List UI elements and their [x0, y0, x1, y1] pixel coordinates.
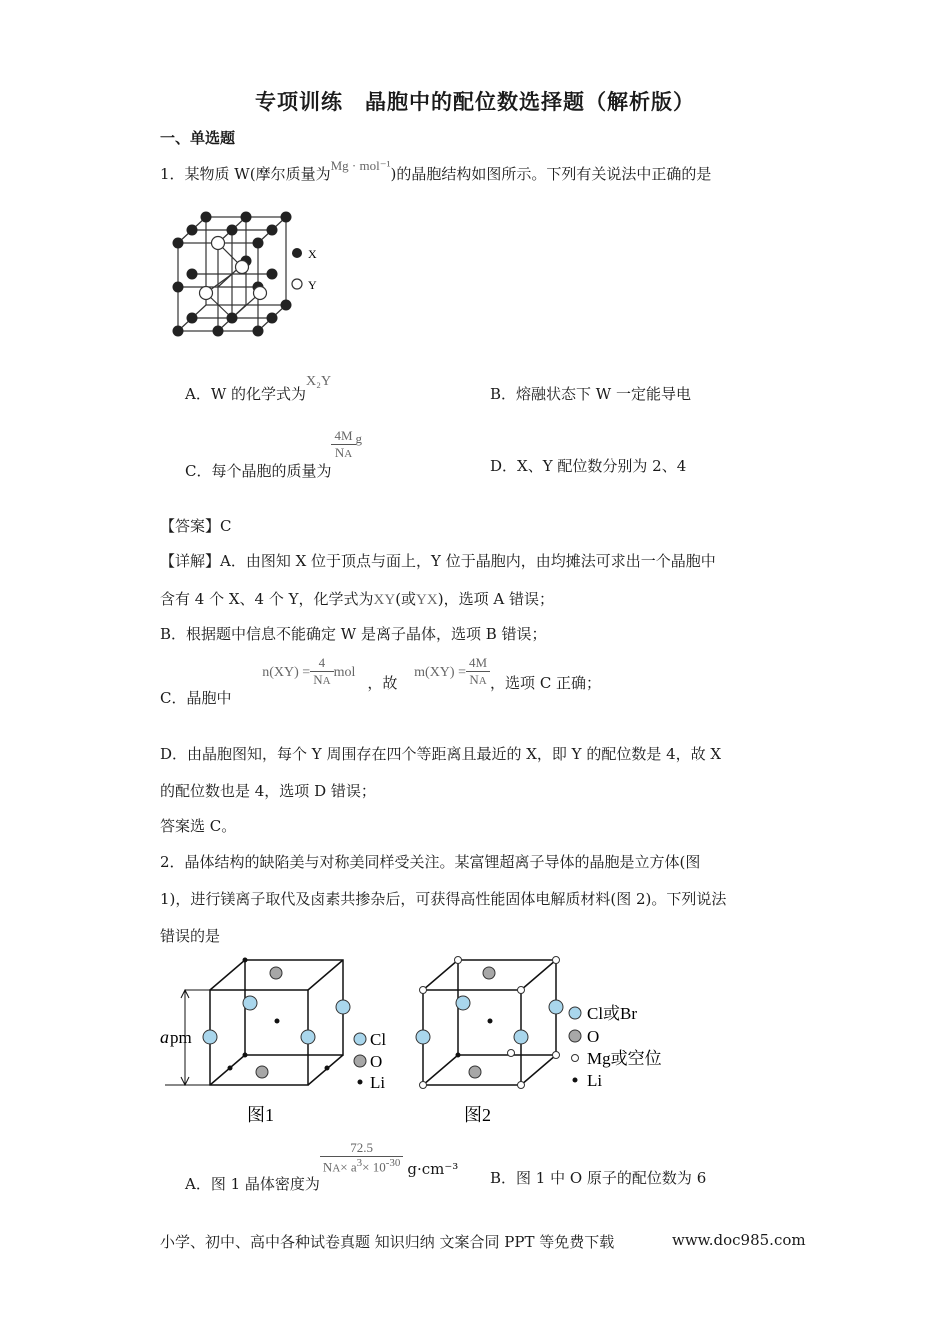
detail-math: mol — [333, 664, 356, 680]
fraction-numerator: 72.5 — [320, 1140, 403, 1157]
q2-option-a-unit: g·cm⁻³ — [407, 1159, 459, 1178]
fraction-denominator: N — [313, 672, 323, 687]
q1-option-c-text: C．每个晶胞的质量为 — [185, 461, 332, 480]
q1-crystal-figure — [160, 205, 330, 345]
fig2-caption: 图2 — [464, 1105, 491, 1125]
detail-math: XY — [373, 592, 396, 608]
q1-detail-line6: 的配位数也是 4，选项 D 错误； — [160, 782, 376, 800]
q2-stem-line3: 错误的是 — [160, 927, 221, 945]
fig2-legend-mg: Mg或空位 — [587, 1049, 662, 1068]
q1-option-a — [185, 374, 332, 404]
q1-option-b: B．熔融状态下 W 一定能导电 — [490, 385, 691, 403]
fraction-numerator: 4M — [331, 428, 355, 445]
fig1-legend-cl: Cl — [370, 1030, 387, 1049]
fig1-legend-li: Li — [370, 1073, 386, 1092]
fig1-legend-o: O — [370, 1052, 383, 1071]
figure-1 — [165, 960, 343, 1085]
page-title: 专项训练 晶胞中的配位数选择题（解析版） — [255, 90, 695, 114]
q2-crystal-figures — [155, 955, 715, 1130]
detail-text: ，选项 C 正确； — [490, 673, 602, 692]
q2-option-a-fraction — [320, 1140, 403, 1175]
detail-fraction — [310, 655, 333, 688]
detail-math: YX — [416, 592, 438, 608]
fraction-subscript: A — [332, 1162, 341, 1175]
detail-text: (或 — [395, 590, 417, 608]
q1-answer: 【答案】C — [160, 517, 232, 535]
fraction-denominator: N — [469, 672, 479, 687]
q1-detail-line3: B．根据题中信息不能确定 W 是离子晶体，选项 B 错误； — [160, 625, 547, 643]
detail-text: ，故 — [367, 673, 398, 692]
detail-text: C．晶胞中 — [160, 688, 232, 707]
fig1-dim-unit: pm — [170, 1028, 192, 1047]
legend-x-label: X — [308, 247, 317, 261]
fig1-caption: 图1 — [247, 1105, 274, 1125]
detail-text: )，选项 A 错误； — [437, 590, 554, 608]
legend-y-label: Y — [308, 278, 317, 292]
detail-fraction — [466, 655, 490, 688]
detail-math: m(XY) = — [414, 664, 466, 680]
q1-option-a-math: X₂Y — [306, 374, 332, 389]
fraction-denominator-part: × a — [340, 1159, 357, 1175]
footer-left: 小学、初中、高中各种试卷真题 知识归纳 文案合同 PPT 等免费下载 — [160, 1233, 615, 1251]
fraction-numerator: 4M — [466, 655, 490, 672]
detail-text: 含有 4 个 X、4 个 Y，化学式为 — [160, 590, 374, 608]
q1-option-d: D．X、Y 配位数分别为 2、4 — [490, 457, 687, 475]
fraction-numerator: 4 — [310, 655, 333, 672]
fraction-exponent: 3 — [356, 1157, 363, 1169]
q1-detail-line1: 【详解】A．由图知 X 位于顶点与面上，Y 位于晶胞内，由均摊法可求出一个晶胞中 — [160, 552, 716, 570]
q1-detail-line5: D．由晶胞图知，每个 Y 周围存在四个等距离且最近的 X，即 Y 的配位数是 4，故 X — [160, 745, 722, 763]
q1-stem-math: Mg · mol⁻¹ — [330, 158, 391, 173]
q1-stem-text-end: )的晶胞结构如图所示。下列有关说法中正确的是 — [390, 165, 712, 183]
fraction-denominator: N — [322, 1159, 333, 1175]
fraction-exponent: -30 — [385, 1157, 401, 1169]
fig2-legend-li: Li — [587, 1071, 603, 1090]
fig2-legend-clbr: Cl或Br — [587, 1004, 638, 1023]
detail-math: n(XY) = — [262, 664, 311, 680]
q2-stem-line1: 2．晶体结构的缺陷美与对称美同样受关注。某富锂超离子导体的晶胞是立方体(图 — [160, 853, 701, 871]
fraction-subscript: A — [322, 675, 331, 687]
q1-stem — [160, 158, 712, 184]
q2-option-a — [185, 1140, 459, 1193]
q1-option-c-unit: g — [355, 430, 363, 446]
section-heading: 一、单选题 — [160, 129, 236, 147]
q1-detail-line4 — [160, 655, 602, 707]
legend-y-marker — [292, 279, 302, 289]
legend-x-marker — [292, 248, 302, 258]
fig2-legend-o: O — [587, 1027, 600, 1046]
q1-option-c-fraction — [331, 428, 355, 461]
q2-option-b: B．图 1 中 O 原子的配位数为 6 — [490, 1169, 707, 1187]
q2-stem-line2: 1)，进行镁离子取代及卤素共掺杂后，可获得高性能固体电解质材料(图 2)。下列说法 — [160, 890, 727, 908]
fraction-denominator-part: × 10 — [362, 1159, 386, 1175]
fraction-subscript: A — [478, 675, 487, 687]
q1-detail-line7: 答案选 C。 — [160, 817, 237, 835]
footer-link[interactable]: www.doc985.com — [672, 1231, 806, 1249]
q1-option-c — [185, 428, 363, 480]
q1-stem-text: 1．某物质 W(摩尔质量为 — [160, 165, 331, 183]
q1-detail-line2 — [160, 588, 554, 609]
q1-option-a-text: A．W 的化学式为 — [185, 385, 307, 403]
fraction-subscript: A — [344, 448, 353, 460]
fig1-dim-a: a — [160, 1027, 169, 1047]
fraction-denominator: N — [334, 445, 345, 460]
q2-option-a-text: A．图 1 晶体密度为 — [185, 1174, 320, 1193]
